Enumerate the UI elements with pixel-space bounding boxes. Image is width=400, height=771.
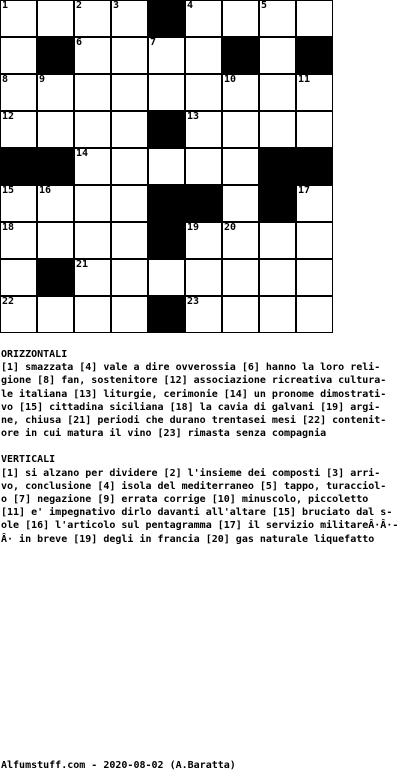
grid-cell — [74, 111, 111, 148]
grid-cell — [0, 222, 37, 259]
down-clue-line: vo, conclusione [4] isola del mediterraneo [5] tappo, turacciol- — [1, 480, 387, 492]
black-cell — [37, 37, 74, 74]
grid-cell — [0, 259, 37, 296]
grid-cell — [259, 0, 296, 37]
black-cell — [185, 185, 222, 222]
grid-cell — [111, 222, 148, 259]
black-cell — [148, 222, 185, 259]
grid-cell — [111, 111, 148, 148]
clues-section — [1, 348, 399, 546]
grid-cell — [111, 74, 148, 111]
grid-cell — [259, 222, 296, 259]
black-cell — [259, 148, 296, 185]
across-clue-line: le italiana [13] liturgie, cerimonie [14] un pronome dimostrati- — [1, 388, 387, 400]
footer-credit: Alfumstuff.com - 2020-08-02 (A.Baratta) — [1, 760, 236, 771]
clue-number: 2 — [76, 0, 83, 11]
grid-cell — [185, 148, 222, 185]
grid-cell — [259, 111, 296, 148]
grid-cell — [148, 74, 185, 111]
down-clue-line: Â· in breve [19] degli in francia [20] gas naturale liquefatto — [1, 533, 375, 545]
grid-cell — [74, 74, 111, 111]
grid-cell — [185, 0, 222, 37]
grid-cell — [148, 148, 185, 185]
clue-number: 21 — [76, 259, 89, 270]
grid-cell — [222, 74, 259, 111]
across-clue-line: ore in cui matura il vino [23] rimasta senza compagnia — [1, 428, 327, 440]
across-clue-line: [1] smazzata [4] vale a dire ovverossia [6] hanno la loro reli- — [1, 362, 381, 374]
grid-cell — [37, 74, 74, 111]
grid-cell — [185, 222, 222, 259]
across-clue-line: vo [15] cittadina siciliana [18] la cavia di galvani [19] argi- — [1, 401, 381, 413]
grid-cell — [111, 259, 148, 296]
grid-cell — [259, 296, 296, 333]
section-spacer — [1, 440, 399, 453]
grid-cell — [185, 259, 222, 296]
grid-cell — [111, 296, 148, 333]
clue-number: 13 — [187, 111, 200, 122]
grid-cell — [37, 222, 74, 259]
black-cell — [148, 111, 185, 148]
grid-cell — [296, 74, 333, 111]
across-clue-line: ne, chiusa [21] periodi che durano trentasei mesi [22] contenit- — [1, 415, 387, 427]
clue-number: 12 — [2, 111, 15, 122]
clue-number: 15 — [2, 185, 15, 196]
grid-cell — [148, 259, 185, 296]
grid-cell — [222, 185, 259, 222]
grid-cell — [111, 0, 148, 37]
grid-cell — [74, 37, 111, 74]
clue-number: 16 — [39, 185, 52, 196]
down-clue-line: ole [16] l'articolo sul pentagramma [17] il servizio militareÂ·Â·- — [1, 520, 399, 532]
grid-cell — [222, 148, 259, 185]
black-cell — [148, 296, 185, 333]
grid-cell — [185, 111, 222, 148]
black-cell — [259, 185, 296, 222]
grid-cell — [74, 222, 111, 259]
grid-cell — [259, 74, 296, 111]
black-cell — [37, 259, 74, 296]
down-clue-line: [1] si alzano per dividere [2] l'insieme dei composti [3] arri- — [1, 467, 381, 479]
clue-number: 4 — [187, 0, 194, 11]
grid-cell — [259, 259, 296, 296]
grid-cell — [148, 37, 185, 74]
grid-cell — [111, 185, 148, 222]
black-cell — [296, 148, 333, 185]
grid-cell — [222, 111, 259, 148]
grid-cell — [222, 0, 259, 37]
grid-cell — [111, 148, 148, 185]
clue-number: 6 — [76, 37, 83, 48]
grid-cell — [259, 37, 296, 74]
clue-number: 17 — [298, 185, 311, 196]
black-cell — [148, 0, 185, 37]
clue-number: 10 — [224, 74, 237, 85]
black-cell — [148, 185, 185, 222]
grid-cell — [296, 296, 333, 333]
clue-number: 18 — [2, 222, 15, 233]
clue-number: 11 — [298, 74, 311, 85]
grid-cell — [74, 185, 111, 222]
down-clue-line: [11] e' impegnativo dirlo davanti all'altare [15] bruciato dal s- — [1, 507, 393, 519]
grid-cell — [296, 259, 333, 296]
black-cell — [296, 37, 333, 74]
grid-cell — [0, 0, 37, 37]
clue-number: 9 — [39, 74, 46, 85]
grid-cell — [296, 111, 333, 148]
grid-cell — [37, 0, 74, 37]
across-heading: ORIZZONTALI — [1, 349, 68, 360]
clue-number: 20 — [224, 222, 237, 233]
down-clue-line: o [7] negazione [9] errata corrige [10] minuscolo, piccoletto — [1, 494, 369, 506]
grid-cell — [222, 222, 259, 259]
grid-cell — [222, 259, 259, 296]
clue-number: 8 — [2, 74, 9, 85]
grid-cell — [37, 111, 74, 148]
grid-cell — [296, 222, 333, 259]
black-cell — [0, 148, 37, 185]
grid-cell — [74, 0, 111, 37]
grid-cell — [0, 74, 37, 111]
grid-cell — [74, 259, 111, 296]
grid-cell — [37, 296, 74, 333]
clue-number: 22 — [2, 296, 15, 307]
grid-cell — [0, 111, 37, 148]
clue-number: 1 — [2, 0, 9, 11]
grid-cell — [111, 37, 148, 74]
grid-cell — [296, 0, 333, 37]
grid-cell — [37, 185, 74, 222]
grid-cell — [185, 37, 222, 74]
grid-cell — [0, 37, 37, 74]
grid-cell — [74, 148, 111, 185]
black-cell — [37, 148, 74, 185]
crossword-grid — [0, 0, 334, 334]
grid-cell — [0, 185, 37, 222]
clue-number: 23 — [187, 296, 200, 307]
clue-number: 5 — [261, 0, 268, 11]
across-clue-line: gione [8] fan, sostenitore [12] associazione ricreativa cultura- — [1, 375, 387, 387]
clue-number: 7 — [150, 37, 157, 48]
grid-cell — [185, 74, 222, 111]
clue-number: 14 — [76, 148, 89, 159]
clue-number: 19 — [187, 222, 200, 233]
grid-cell — [222, 296, 259, 333]
black-cell — [222, 37, 259, 74]
down-heading: VERTICALI — [1, 454, 56, 466]
clue-number: 3 — [113, 0, 120, 11]
grid-cell — [185, 296, 222, 333]
grid-cell — [0, 296, 37, 333]
grid-cell — [296, 185, 333, 222]
grid-cell — [74, 296, 111, 333]
